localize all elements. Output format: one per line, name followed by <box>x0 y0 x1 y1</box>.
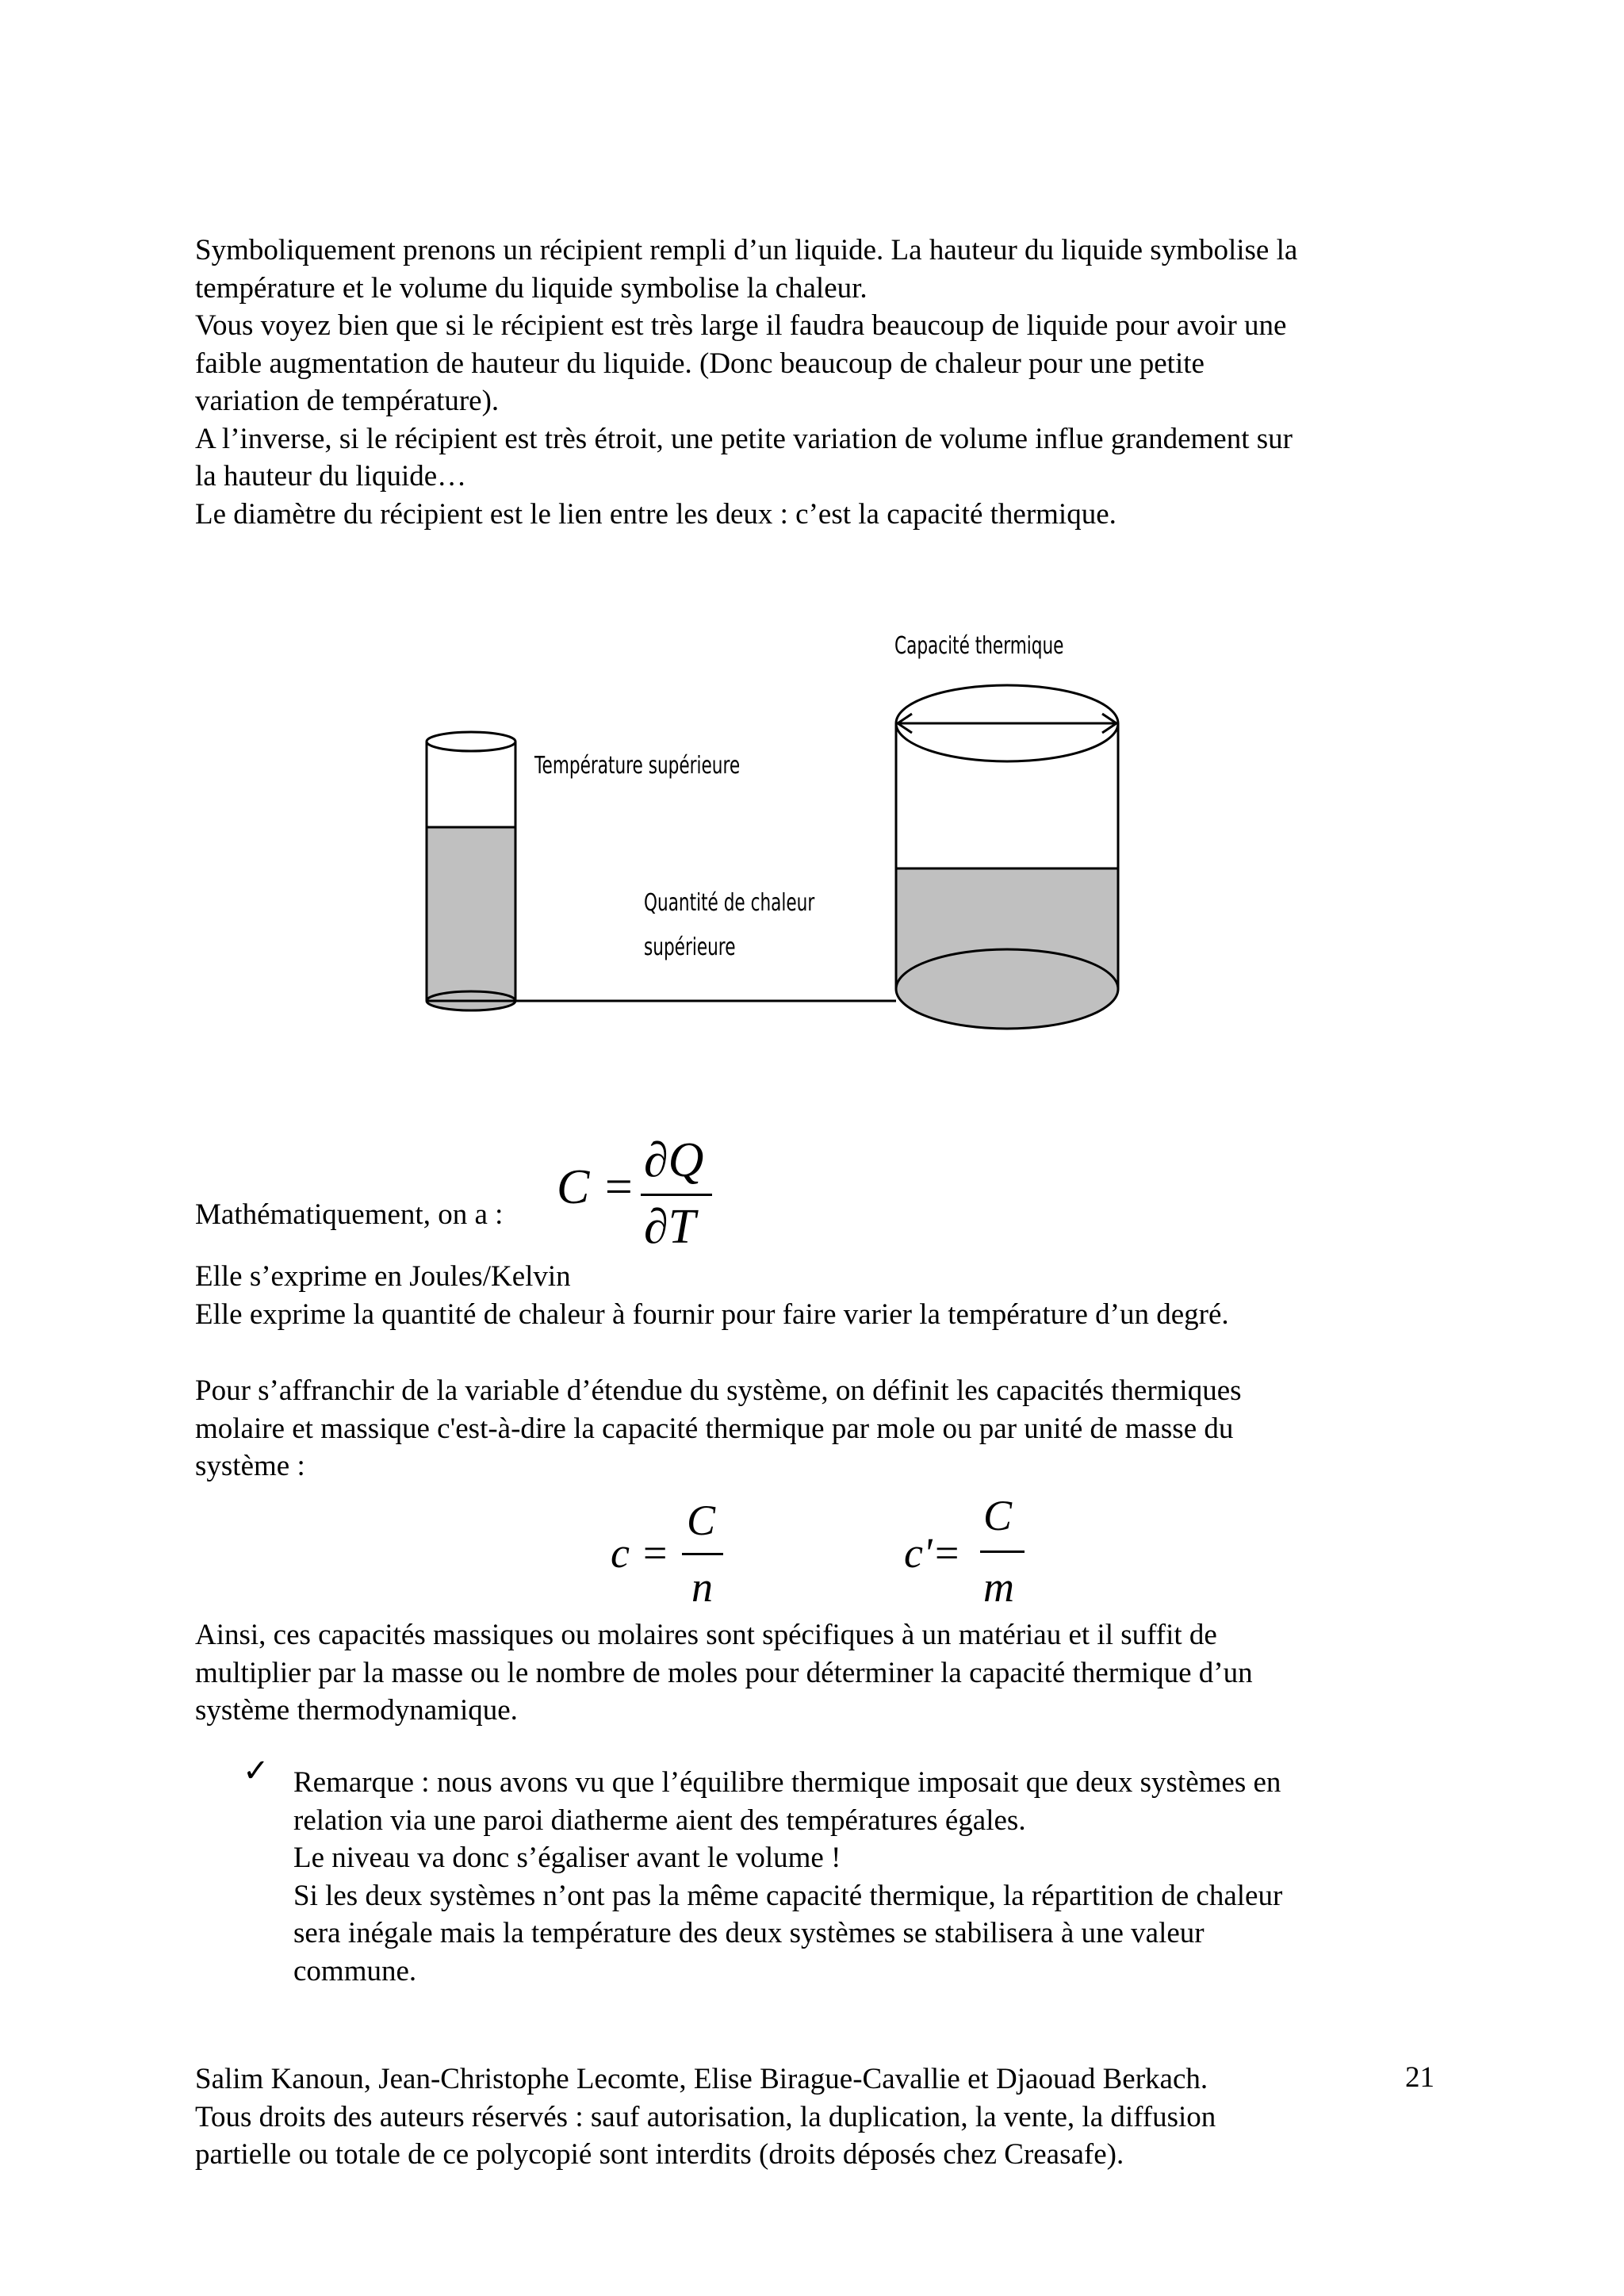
remark-line: commune. <box>293 1954 417 1987</box>
formula-main-numerator: ∂Q <box>644 1133 704 1187</box>
units-line: Elle exprime la quantité de chaleur à fournir pour faire varier la température d’un degré. <box>195 1297 1229 1331</box>
formula-intro: Mathématiquement, on a : <box>195 1198 504 1231</box>
checkmark-icon: ✓ <box>243 1753 270 1789</box>
remark-line: Le niveau va donc s’égaliser avant le volume ! <box>293 1842 841 1874</box>
formula-molar-denominator: n <box>691 1563 713 1611</box>
narrow-cylinder-liquid <box>427 827 515 1010</box>
remark-line: Remarque : nous avons vu que l’équilibre thermique imposait que deux systèmes en <box>293 1766 1281 1799</box>
specific-line: système : <box>195 1450 305 1482</box>
footer-line: partielle ou totale de ce polycopié sont interdits (droits déposés chez Creasafe). <box>195 2138 1124 2171</box>
label-capacity: Capacité thermique <box>894 632 1064 660</box>
label-heat-line2: supérieure <box>644 933 736 961</box>
formula-molar-numerator: C <box>687 1497 716 1544</box>
specific-paragraph <box>195 1372 1448 1485</box>
conclusion-line: Ainsi, ces capacités massiques ou molaires sont spécifiques à un matériau et il suffit de <box>195 1619 1217 1651</box>
intro-line: faible augmentation de hauteur du liquide. (Donc beaucoup de chaleur pour une petite <box>195 347 1205 380</box>
formula-main-fraction-bar <box>641 1194 712 1196</box>
intro-line: Vous voyez bien que si le récipient est très large il faudra beaucoup de liquide pour avoir une <box>195 309 1287 342</box>
intro-line: variation de température). <box>195 385 500 417</box>
remark-block <box>293 1764 1435 1990</box>
label-temperature: Température supérieure <box>534 752 741 780</box>
cylinder-diagram <box>0 0 1624 1110</box>
conclusion-line: système thermodynamique. <box>195 1694 518 1727</box>
formula-mass-numerator: C <box>983 1492 1013 1539</box>
specific-line: molaire et massique c'est-à-dire la capacité thermique par mole ou par unité de masse du <box>195 1412 1234 1445</box>
intro-line: Le diamètre du récipient est le lien entre les deux : c’est la capacité thermique. <box>195 497 1116 531</box>
page-number: 21 <box>1405 2061 1434 2094</box>
conclusion-paragraph <box>195 1616 1448 1730</box>
formula-mass-lhs: c'= <box>904 1529 961 1577</box>
narrow-cylinder-top <box>427 732 515 751</box>
footer <box>195 2060 1448 2174</box>
intro-line: température et le volume du liquide symbolise la chaleur. <box>195 271 868 305</box>
units-paragraph <box>195 1258 1448 1333</box>
remark-line: sera inégale mais la température des deux systèmes se stabilisera à une valeur <box>293 1917 1205 1949</box>
footer-line: Salim Kanoun, Jean-Christophe Lecomte, Elise Birague-Cavallie et Djaouad Berkach. <box>195 2063 1208 2095</box>
remark-line: relation via une paroi diatherme aient des températures égales. <box>293 1803 1026 1837</box>
formula-main-lhs: C = <box>557 1160 635 1214</box>
formula-mass-fraction-bar <box>980 1550 1025 1553</box>
footer-line: Tous droits des auteurs réservés : sauf autorisation, la duplication, la vente, la diffusion <box>195 2100 1216 2133</box>
intro-line: la hauteur du liquide… <box>195 460 467 493</box>
formula-mass-denominator: m <box>983 1563 1014 1611</box>
formula-molar-lhs: c = <box>611 1529 669 1577</box>
intro-line: Symboliquement prenons un récipient rempli d’un liquide. La hauteur du liquide symbolise la <box>195 234 1298 266</box>
label-heat-line1: Quantité de chaleur <box>644 889 815 917</box>
specific-line: Pour s’affranchir de la variable d’étendue du système, on définit les capacités thermiques <box>195 1374 1242 1407</box>
intro-line: A l’inverse, si le récipient est très étroit, une petite variation de volume influe grandement sur <box>195 422 1293 455</box>
formula-main-denominator: ∂T <box>644 1200 696 1254</box>
units-line: Elle s’exprime en Joules/Kelvin <box>195 1260 571 1293</box>
conclusion-line: multiplier par la masse ou le nombre de moles pour déterminer la capacité thermique d’un <box>195 1656 1253 1689</box>
remark-line: Si les deux systèmes n’ont pas la même capacité thermique, la répartition de chaleur <box>293 1879 1283 1912</box>
formula-molar-fraction-bar <box>682 1553 723 1555</box>
